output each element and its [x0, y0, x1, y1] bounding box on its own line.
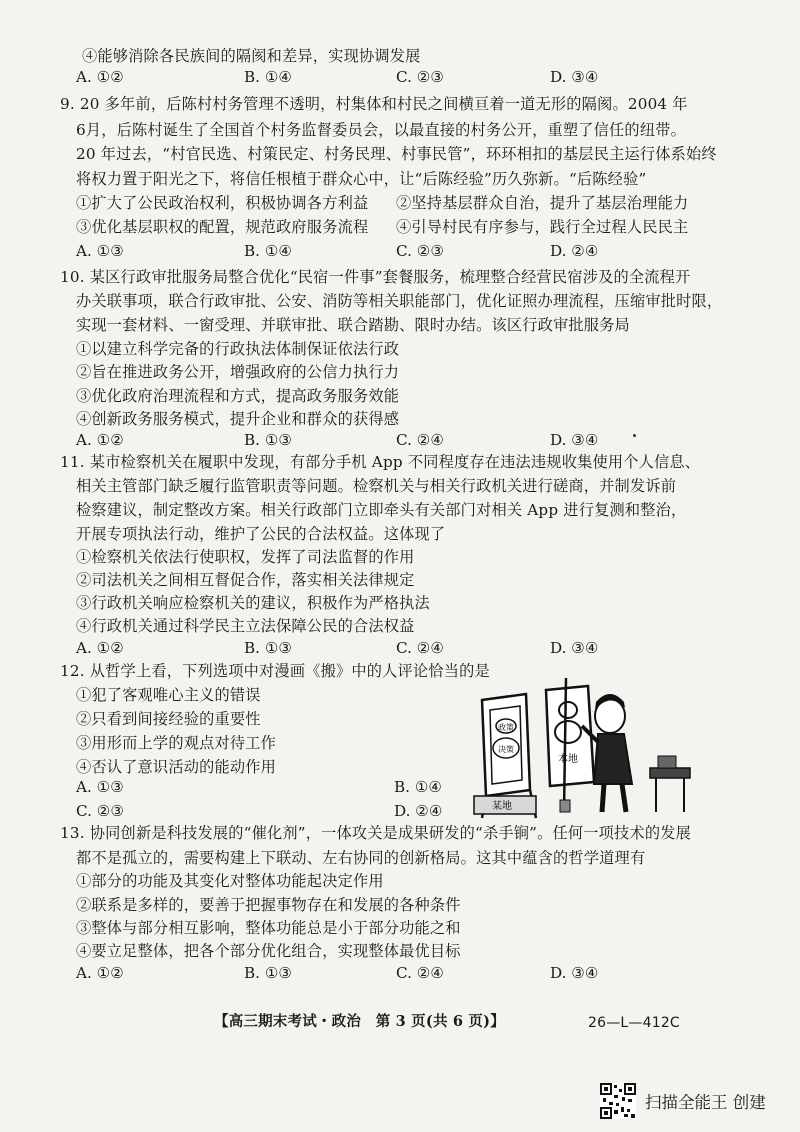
right-board [546, 686, 594, 786]
q11-option-3: ③行政机关响应检察机关的建议，积极作为严格执法 [76, 594, 430, 612]
answer-c: C. ②④ [396, 431, 444, 449]
q9-stem-line-2: 6月，后陈村诞生了全国首个村务监督委员会，以最直接的村务公开，重塑了信任的纽带。 [76, 121, 686, 139]
qr-code-icon [600, 1083, 636, 1119]
label-base: 某地 [492, 801, 512, 812]
answer-a: A. ①② [76, 68, 124, 86]
answer-c: C. ②④ [396, 964, 444, 982]
q10-option-2: ②旨在推进政务公开，增强政府的公信力执行力 [76, 363, 400, 381]
paint-bucket [560, 800, 570, 812]
q9-option-4: ④引导村民有序参与，践行全过程人民民主 [396, 218, 689, 236]
q11-option-4: ④行政机关通过科学民主立法保障公民的合法权益 [76, 617, 415, 635]
label-board-right: 本地 [558, 754, 578, 765]
side-table-top [650, 768, 690, 778]
answer-a: A. ①② [76, 639, 124, 657]
q12-option-3: ③用形而上学的观点对待工作 [76, 734, 277, 752]
answer-c: C. ②④ [396, 639, 444, 657]
answer-b: B. ①④ [244, 242, 293, 260]
q9-option-1: ①扩大了公民政治权利，积极协调各方利益 [76, 194, 369, 212]
label-board-left-bottom: 决策 [498, 745, 514, 754]
q13-option-4: ④要立足整体，把各个部分优化组合，实现整体最优目标 [76, 942, 461, 960]
answer-a: A. ①③ [76, 778, 124, 796]
q9-stem-line-1: 9. 20 多年前，后陈村村务管理不透明，村集体和村民之间横亘着一道无形的隔阂。2004 年 [60, 95, 688, 113]
answer-c: C. ②③ [396, 68, 444, 86]
q12-option-4: ④否认了意识活动的能动作用 [76, 758, 277, 776]
answer-a: A. ①③ [76, 242, 124, 260]
person-leg-left [602, 784, 604, 812]
q13-option-1: ①部分的功能及其变化对整体功能起决定作用 [76, 872, 384, 890]
answer-a: A. ①② [76, 964, 124, 982]
q12-option-2: ②只看到间接经验的重要性 [76, 710, 261, 728]
answer-d: D. ②④ [550, 242, 599, 260]
q11-stem-line-4: 开展专项执法行动，维护了公民的合法权益。这体现了 [76, 525, 446, 543]
answer-b: B. ①③ [244, 431, 293, 449]
answer-d: D. ③④ [550, 639, 599, 657]
label-board-left-top: 政策 [498, 723, 514, 732]
q10-option-4: ④创新政务服务模式，提升企业和群众的获得感 [76, 410, 400, 428]
answer-a: A. ①② [76, 431, 124, 449]
q9-stem-line-4: 将权力置于阳光之下，将信任根植于群众心中，让“后陈经验”历久弥新。“后陈经验” [76, 170, 647, 188]
person-leg-right [622, 784, 626, 812]
answer-d: D. ②④ [394, 802, 443, 820]
answer-d: D. ③④ [550, 68, 599, 86]
q11-stem-line-3: 检察建议，制定整改方案。相关行政部门立即牵头有关部门对相关 App 进行复测和整治， [76, 501, 687, 519]
q12-stem: 12. 从哲学上看，下列选项中对漫画《搬》中的人评论恰当的是 [60, 662, 490, 680]
answer-d: D. ③④ [550, 431, 599, 449]
cartoon-illustration [464, 672, 700, 820]
q10-option-1: ①以建立科学完备的行政执法体制保证依法行政 [76, 340, 400, 358]
scanner-watermark: 扫描全能王 创建 [645, 1093, 766, 1112]
q10-stem-line-3: 实现一套材料、一窗受理、并联审批、联合踏勘、限时办结。该区行政审批服务局 [76, 316, 630, 334]
q12-option-1: ①犯了客观唯心主义的错误 [76, 686, 261, 704]
q9-stem-line-3: 20 年过去，“村官民选、村策民定、村务民理、村事民管”，环环相扣的基层民主运行体系始终 [76, 145, 717, 163]
answer-c: C. ②③ [76, 802, 124, 820]
answer-b: B. ①④ [244, 68, 293, 86]
answer-c: C. ②③ [396, 242, 444, 260]
paper-code: 26—L—412C [588, 1015, 680, 1031]
q10-stem-line-2: 办关联事项，联合行政审批、公安、消防等相关职能部门，优化证照办理流程，压缩审批时限， [76, 292, 723, 310]
q11-stem-line-1: 11. 某市检察机关在履职中发现，有部分手机 App 不同程度存在违法违规收集使用个人信息、 [60, 453, 701, 471]
q13-stem-line-1: 13. 协同创新是科技发展的“催化剂”，一体攻关是成果研发的“杀手锏”。任何一项技术的发展 [60, 824, 691, 842]
q8-option-4: ④能够消除各民族间的隔阂和差异，实现协调发展 [82, 47, 421, 65]
q13-option-3: ③整体与部分相互影响，整体功能总是小于部分功能之和 [76, 919, 461, 937]
answer-b: B. ①④ [394, 778, 443, 796]
q10-option-3: ③优化政府治理流程和方式，提高政务服务效能 [76, 387, 400, 405]
q13-stem-line-2: 都不是孤立的，需要构建上下联动、左右协同的创新格局。这其中蕴含的哲学道理有 [76, 849, 646, 867]
q10-stem-line-1: 10. 某区行政审批服务局整合优化“民宿一件事”套餐服务，梳理整合经营民宿涉及的全流程开 [60, 268, 691, 286]
answer-b: B. ①③ [244, 639, 293, 657]
q13-option-2: ②联系是多样的，要善于把握事物存在和发展的各种条件 [76, 896, 461, 914]
paint-box [658, 756, 676, 768]
q11-stem-line-2: 相关主管部门缺乏履行监管职责等问题。检察机关与相关行政机关进行磋商，并制发诉前 [76, 477, 677, 495]
page-footer-title: 【高三期末考试・政治 第 3 页(共 6 页)】 [214, 1013, 505, 1030]
q11-option-2: ②司法机关之间相互督促合作，落实相关法律规定 [76, 571, 415, 589]
answer-d: D. ③④ [550, 964, 599, 982]
speck [633, 434, 636, 437]
q9-option-2: ②坚持基层群众自治，提升了基层治理能力 [396, 194, 689, 212]
q9-option-3: ③优化基层职权的配置，规范政府服务流程 [76, 218, 369, 236]
answer-b: B. ①③ [244, 964, 293, 982]
person-body [594, 734, 632, 784]
q11-option-1: ①检察机关依法行使职权，发挥了司法监督的作用 [76, 548, 415, 566]
